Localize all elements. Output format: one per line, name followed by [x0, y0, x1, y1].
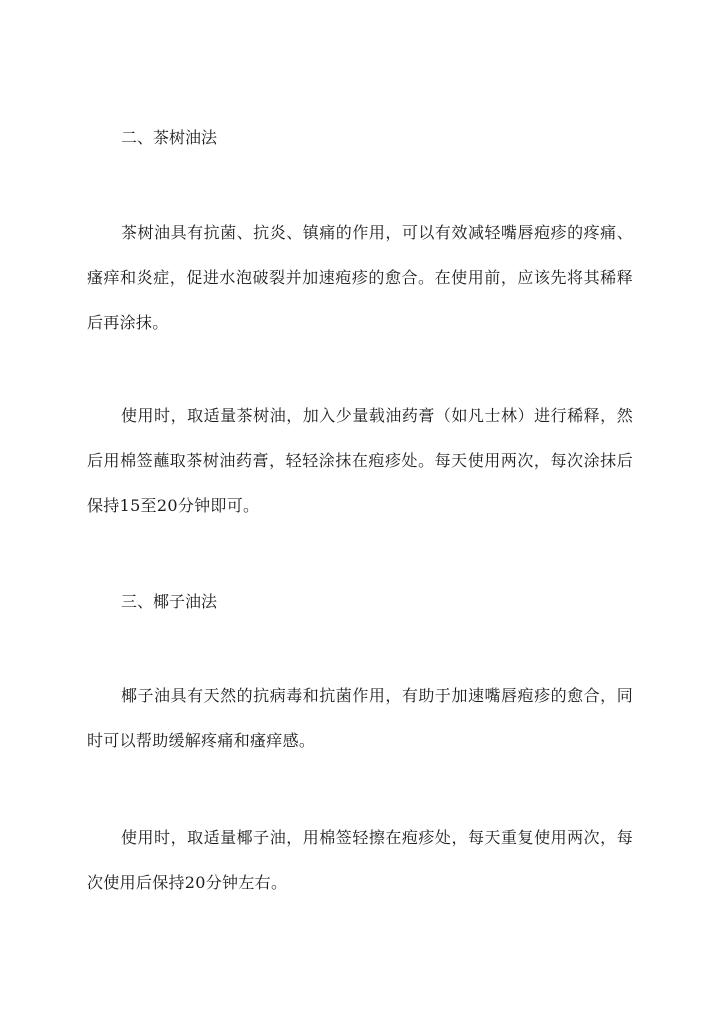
paragraph-coconut-oil-usage: 使用时，取适量椰子油，用棉签轻擦在疱疹处，每天重复使用两次，每次使用后保持20分钟左右。 — [87, 828, 633, 892]
paragraph-tea-tree-oil-effects: 茶树油具有抗菌、抗炎、镇痛的作用，可以有效减轻嘴唇疱疹的疼痛、瘙痒和炎症，促进水泡破裂并加速疱疹的愈合。在使用前，应该先将其稀释后再涂抹。 — [87, 223, 633, 332]
paragraph-tea-tree-oil-usage: 使用时，取适量茶树油，加入少量载油药膏（如凡士林）进行稀释，然后用棉签蘸取茶树油药膏，轻轻涂抹在疱疹处。每天使用两次，每次涂抹后保持15至20分钟即可。 — [87, 406, 633, 515]
section-heading-tea-tree-oil: 二、茶树油法 — [121, 128, 218, 147]
section-heading-coconut-oil: 三、椰子油法 — [121, 592, 218, 611]
paragraph-coconut-oil-effects: 椰子油具有天然的抗病毒和抗菌作用，有助于加速嘴唇疱疹的愈合，同时可以帮助缓解疼痛和瘙痒感。 — [87, 686, 633, 750]
